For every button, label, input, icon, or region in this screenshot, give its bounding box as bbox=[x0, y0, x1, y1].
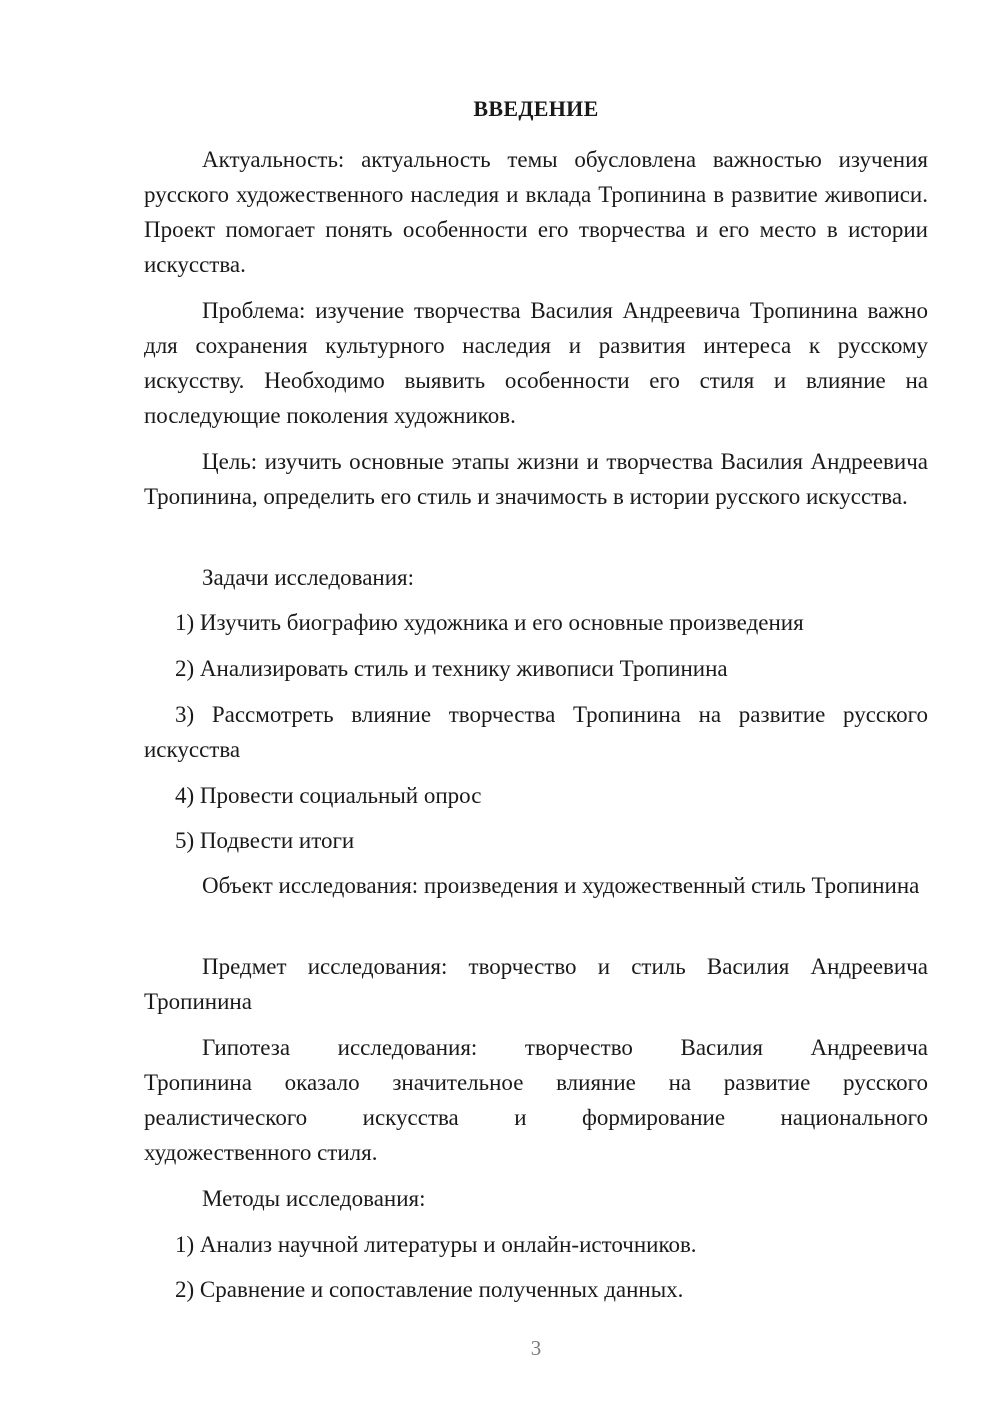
hypothesis-line bbox=[144, 1030, 928, 1065]
task-item: 4) Провести социальный опрос bbox=[175, 783, 482, 808]
task-item: 2) Анализировать стиль и технику живописи Тропинина bbox=[175, 656, 728, 681]
hypothesis-word: искусства bbox=[362, 1105, 459, 1130]
hypothesis-word: творчество bbox=[524, 1035, 633, 1060]
hypothesis-line bbox=[144, 1065, 928, 1100]
page-number: 3 bbox=[530, 1336, 542, 1360]
method-item: 2) Сравнение и сопоставление полученных данных. bbox=[175, 1277, 684, 1302]
hypothesis-word: исследования: bbox=[337, 1035, 478, 1060]
hypothesis-word: национального bbox=[780, 1105, 928, 1130]
hypothesis-text: Тропинина оказало значительное влияние на развитие русского bbox=[144, 1070, 928, 1095]
problem-paragraph: Проблема: изучение творчества Василия Андреевича Тропинина важно для сохранения культурного наследия и развития интереса к русскому искусству. Необходимо выявить особенности его стиля и влияние на последующие поколения художников. bbox=[144, 298, 928, 428]
method-item: 1) Анализ научной литературы и онлайн-источников. bbox=[175, 1232, 697, 1257]
goal-paragraph: Цель: изучить основные этапы жизни и творчества Василия Андреевича Тропинина, определить его стиль и значимость в истории русского искусства. bbox=[144, 449, 928, 509]
hypothesis-word: реалистического bbox=[144, 1105, 308, 1130]
hypothesis-line: художественного стиля. bbox=[144, 1140, 378, 1165]
tasks-heading: Задачи исследования: bbox=[202, 565, 415, 590]
hypothesis-word: Василия bbox=[680, 1035, 763, 1060]
hypothesis-word: Гипотеза bbox=[202, 1035, 291, 1060]
hypothesis-word: Андреевича bbox=[810, 1035, 928, 1060]
section-title: ВВЕДЕНИЕ bbox=[473, 96, 599, 121]
relevance-paragraph: Актуальность: актуальность темы обусловлена важностью изучения русского художественного наследия и вклада Тропинина в развитие живописи. Проект помогает понять особенности его творчества и его место в истории искусства. bbox=[144, 147, 928, 277]
subject-paragraph: Предмет исследования: творчество и стиль Василия Андреевича Тропинина bbox=[144, 954, 928, 1014]
object-paragraph: Объект исследования: произведения и художественный стиль Тропинина bbox=[202, 873, 920, 898]
task-item: 3) Рассмотреть влияние творчества Тропинина на развитие русского искусства bbox=[144, 702, 928, 762]
task-item: 1) Изучить биографию художника и его основные произведения bbox=[175, 610, 804, 635]
task-item: 5) Подвести итоги bbox=[175, 828, 355, 853]
hypothesis-line bbox=[144, 1100, 928, 1135]
methods-heading: Методы исследования: bbox=[202, 1186, 426, 1211]
hypothesis-word: и bbox=[514, 1105, 527, 1130]
hypothesis-word: формирование bbox=[582, 1105, 726, 1130]
